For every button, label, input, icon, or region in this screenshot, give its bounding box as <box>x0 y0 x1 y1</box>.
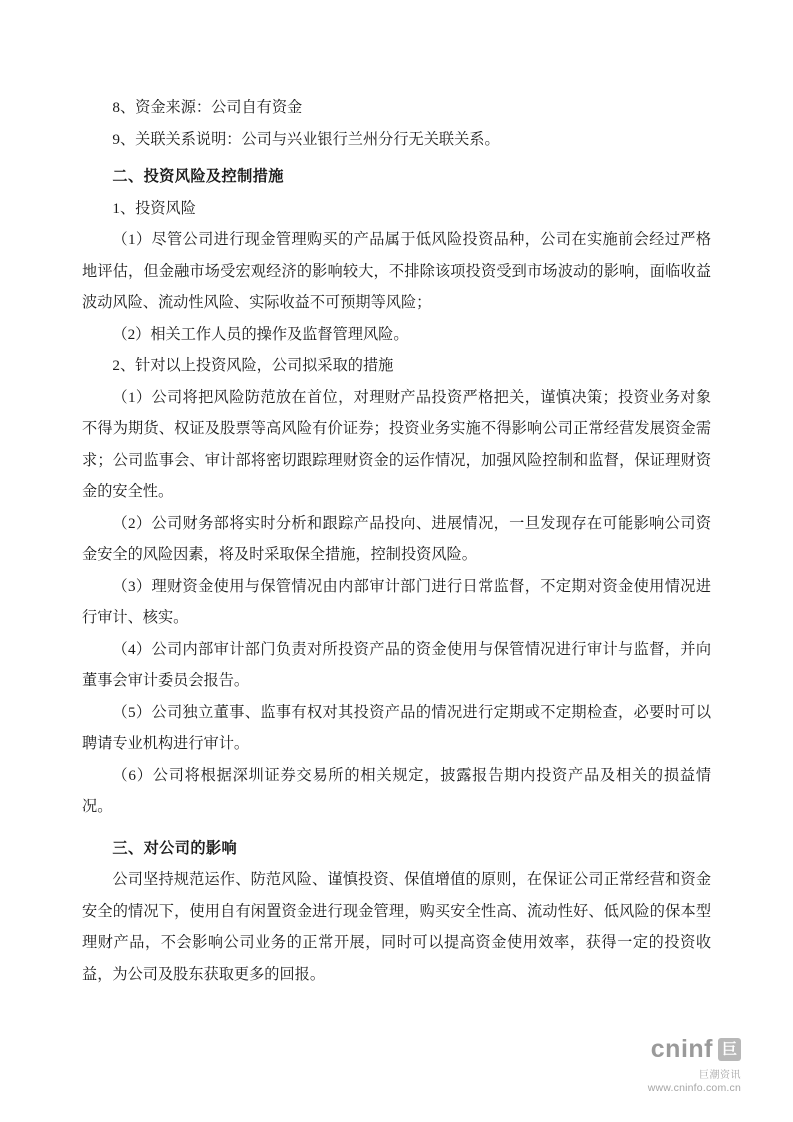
watermark-badge-icon: 巨 <box>718 1038 741 1061</box>
watermark-brand-row <box>648 1035 741 1064</box>
paragraph: （1）公司将把风险防范放在首位，对理财产品投资严格把关，谨慎决策；投资业务对象不得为期货、权证及股票等高风险有价证券；投资业务实施不得影响公司正常经营发展资金需求；公司监事会、审计部将密切跟踪理财资金的运作情况，加强风险控制和监督，保证理财资金的安全性。 <box>82 388 711 500</box>
paragraph: （1）尽管公司进行现金管理购买的产品属于低风险投资品种，公司在实施前会经过严格地评估，但金融市场受宏观经济的影响较大，不排除该项投资受到市场波动的影响，面临收益波动风险、流动性风险、实际收益不可预期等风险； <box>82 231 711 311</box>
watermark-url: www.cninfo.com.cn <box>647 1082 741 1094</box>
list-item: 8、资金来源：公司自有资金 <box>112 99 303 116</box>
watermark-brand-text: cninf <box>650 1035 713 1063</box>
list-item: 9、关联关系说明：公司与兴业银行兰州分行无关联关系。 <box>112 130 500 148</box>
list-item: 1、投资风险 <box>112 199 196 217</box>
watermark-cn-label: 巨潮资讯 <box>699 1070 741 1081</box>
paragraph: （4）公司内部审计部门负责对所投资产品的资金使用与保管情况进行审计与监督，并向董事会审计委员会报告。 <box>82 640 711 689</box>
spacer <box>82 823 711 833</box>
watermark-sub-row <box>648 1066 741 1081</box>
paragraph: （5）公司独立董事、监事有权对其投资产品的情况进行定期或不定期检查，必要时可以聘请专业机构进行审计。 <box>82 703 711 752</box>
paragraph: 公司坚持规范运作、防范风险、谨慎投资、保值增值的原则，在保证公司正常经营和资金安全的情况下，使用自有闲置资金进行现金管理，购买安全性高、流动性好、低风险的保本型理财产品，不会影响公司业务的正常开展，同时可以提高资金使用效率，获得一定的投资收益，为公司及股东获取更多的回报。 <box>82 871 711 983</box>
section-heading-two: 二、投资风险及控制措施 <box>112 168 284 185</box>
document-body <box>82 92 711 990</box>
paragraph: （2）相关工作人员的操作及监督管理风险。 <box>112 325 409 343</box>
section-heading-three: 三、对公司的影响 <box>112 839 238 857</box>
paragraph: （2）公司财务部将实时分析和跟踪产品投向、进展情况，一旦发现存在可能影响公司资金安全的风险因素，将及时采取保全措施，控制投资风险。 <box>82 514 711 563</box>
cninfo-watermark <box>648 1035 741 1094</box>
list-item: 2、针对以上投资风险，公司拟采取的措施 <box>112 357 394 374</box>
paragraph: （3）理财资金使用与保管情况由内部审计部门进行日常监督，不定期对资金使用情况进行审计、核实。 <box>82 577 711 626</box>
paragraph: （6）公司将根据深圳证券交易所的相关规定，披露报告期内投资产品及相关的损益情况。 <box>82 766 711 815</box>
